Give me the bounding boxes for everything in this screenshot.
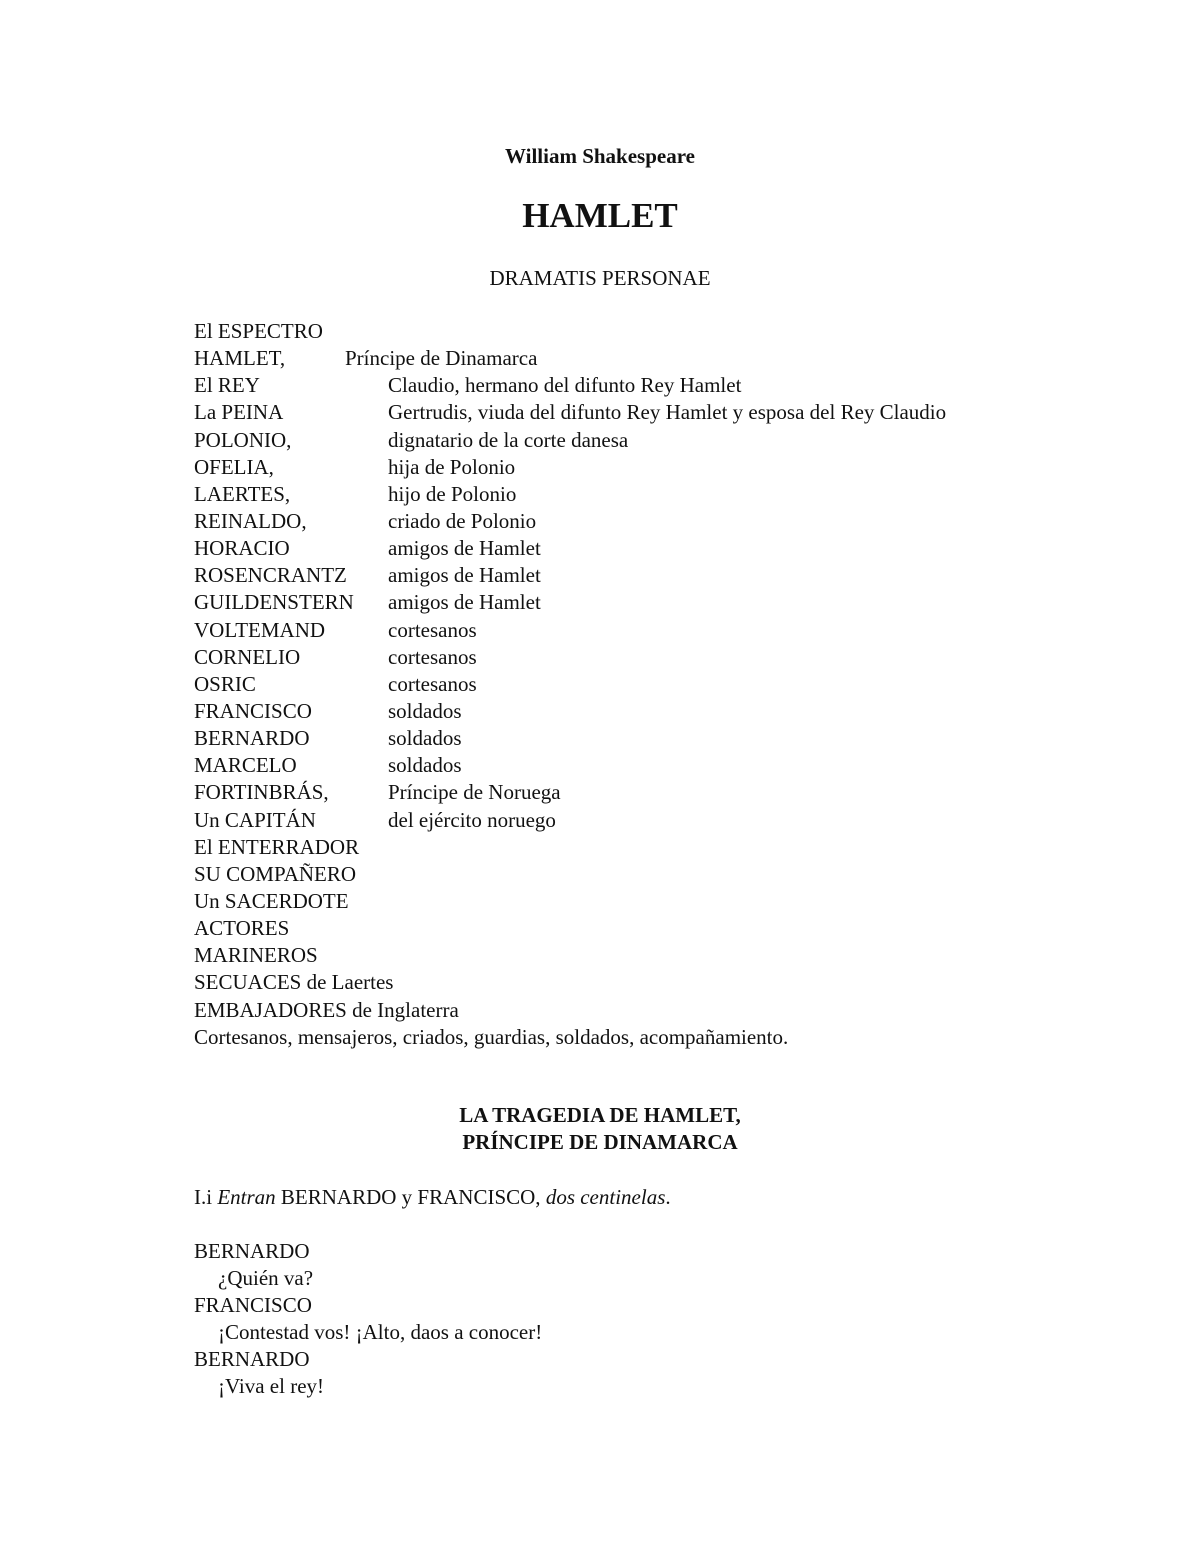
character-name: Cortesanos, mensajeros, criados, guardias, soldados, acompañamiento. (194, 1024, 789, 1049)
cast-row (194, 589, 1154, 616)
play-subtitle-line-1: LA TRAGEDIA DE HAMLET, (459, 1103, 741, 1127)
character-name: HAMLET, (194, 346, 286, 371)
character-description: amigos de Hamlet (388, 563, 541, 588)
cast-row (194, 888, 1154, 915)
character-name: BERNARDO (194, 726, 310, 751)
character-name: GUILDENSTERN (194, 590, 354, 615)
cast-row (194, 562, 1154, 589)
dialogue (194, 1238, 542, 1400)
cast-row (194, 834, 1154, 861)
character-description: Príncipe de Dinamarca (345, 346, 538, 371)
character-description: criado de Polonio (388, 508, 537, 533)
character-name: Un CAPITÁN (194, 807, 316, 832)
character-name: OSRIC (194, 671, 256, 696)
character-name: EMBAJADORES de Inglaterra (194, 997, 459, 1022)
cast-row (194, 997, 1154, 1024)
cast-row (194, 725, 1154, 752)
scene-characters: BERNARDO y FRANCISCO, (280, 1185, 541, 1209)
character-name: SECUACES de Laertes (194, 970, 394, 995)
character-name: El ENTERRADOR (194, 834, 360, 859)
scene-direction (194, 1184, 671, 1211)
cast-row (194, 807, 1154, 834)
character-name: HORACIO (194, 536, 290, 561)
cast-row (194, 617, 1154, 644)
stage-direction-verb: Entran (217, 1185, 276, 1209)
play-title: HAMLET (522, 196, 678, 235)
cast-row (194, 427, 1154, 454)
character-name: El ESPECTRO (194, 319, 323, 343)
character-description: Príncipe de Noruega (388, 780, 561, 805)
play-subtitle-line-2: PRÍNCIPE DE DINAMARCA (462, 1130, 738, 1154)
scene-number: I.i (194, 1185, 213, 1209)
cast-row (194, 915, 1154, 942)
speech-line: ¡Contestad vos! ¡Alto, daos a conocer! (218, 1320, 543, 1344)
character-name: Un SACERDOTE (194, 888, 349, 913)
character-description: soldados (388, 753, 462, 778)
character-description: Claudio, hermano del difunto Rey Hamlet (388, 373, 742, 398)
cast-row (194, 942, 1154, 969)
character-description: cortesanos (388, 617, 477, 642)
character-description: Gertrudis, viuda del difunto Rey Hamlet y esposa del Rey Claudio (388, 400, 947, 425)
character-description: soldados (388, 698, 462, 723)
speaker-name: FRANCISCO (194, 1293, 312, 1317)
speaker-name: BERNARDO (194, 1239, 310, 1263)
cast-row (194, 698, 1154, 725)
character-name: POLONIO, (194, 427, 292, 452)
dramatis-personae-heading: DRAMATIS PERSONAE (489, 266, 711, 290)
cast-list (194, 318, 1154, 1051)
speech-line: ¿Quién va? (218, 1266, 314, 1290)
character-description: dignatario de la corte danesa (388, 427, 629, 452)
character-description: soldados (388, 726, 462, 751)
character-name: LAERTES, (194, 481, 291, 506)
cast-row (194, 535, 1154, 562)
speech-line: ¡Viva el rey! (218, 1374, 325, 1398)
character-description: amigos de Hamlet (388, 536, 541, 561)
cast-row (194, 345, 1154, 372)
character-name: OFELIA, (194, 454, 274, 479)
speaker-name: BERNARDO (194, 1347, 310, 1371)
character-name: ACTORES (194, 916, 290, 941)
cast-row (194, 671, 1154, 698)
cast-row (194, 399, 1154, 426)
character-name: REINALDO, (194, 508, 307, 533)
cast-row (194, 969, 1154, 996)
stage-direction-role: dos centinelas (545, 1185, 666, 1209)
character-name: VOLTEMAND (194, 617, 326, 642)
character-name: El REY (194, 373, 260, 398)
character-name: FRANCISCO (194, 698, 312, 723)
character-name: SU COMPAÑERO (194, 861, 357, 886)
cast-row (194, 372, 1154, 399)
character-description: hijo de Polonio (388, 481, 517, 506)
character-description: hija de Polonio (388, 454, 516, 479)
cast-row (194, 318, 1154, 345)
character-description: amigos de Hamlet (388, 590, 541, 615)
character-name: ROSENCRANTZ (194, 563, 347, 588)
cast-row (194, 508, 1154, 535)
character-description: cortesanos (388, 671, 477, 696)
author-name: William Shakespeare (505, 144, 695, 168)
character-name: La PEINA (194, 400, 284, 425)
scene-end-punctuation: . (665, 1185, 671, 1209)
cast-row (194, 752, 1154, 779)
cast-row (194, 779, 1154, 806)
character-name: FORTINBRÁS, (194, 780, 329, 805)
character-name: CORNELIO (194, 644, 301, 669)
cast-row (194, 644, 1154, 671)
cast-row (194, 454, 1154, 481)
cast-row (194, 481, 1154, 508)
cast-row (194, 861, 1154, 888)
character-name: MARINEROS (194, 943, 318, 968)
character-description: cortesanos (388, 644, 477, 669)
character-description: del ejército noruego (388, 807, 556, 832)
cast-row (194, 1024, 1154, 1051)
character-name: MARCELO (194, 753, 297, 778)
